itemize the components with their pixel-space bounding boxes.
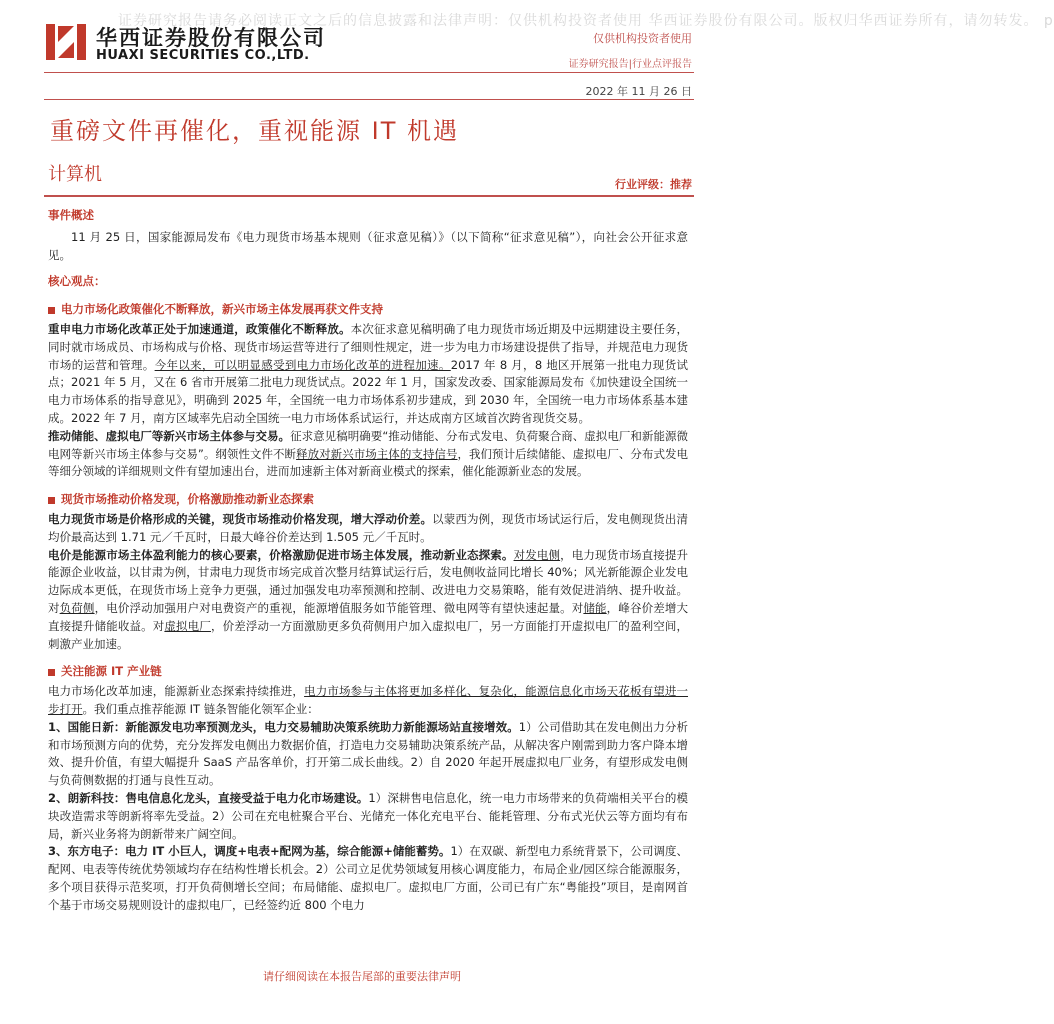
section-1-title: 电力市场化政策催化不断释放，新兴市场主体发展再获文件支持 <box>61 302 383 317</box>
report-date: 2022 年 11 月 26 日 <box>585 85 692 98</box>
core-views-heading: 核心观点： <box>48 274 106 289</box>
company-item-3 <box>48 843 688 914</box>
s1-p2-text: 征求意见稿明确要“推动储能、分布式发电、负荷聚合商、虚拟电厂和新能源微电网等新兴市场主体参与交易”。纲领性文件不断 <box>48 428 688 461</box>
report-type-tags: 证券研究报告|行业点评报告 <box>568 59 692 70</box>
investor-only-note: 仅供机构投资者使用 <box>593 32 692 45</box>
s1-p1-bold: 重申电力市场化改革正处于加速通道，政策催化不断释放。 <box>48 321 351 336</box>
brand-name-cn: 华西证券股份有限公司 <box>96 26 326 50</box>
company-3-text: 1）在双碳、新型电力系统背景下，公司调度、配网、电表等传统优势领域均存在结构性增长机会。2）公司立足优势领域复用核心调度能力，布局企业/园区综合能源服务，多个项目获得示范奖项，打开负荷侧增长空间；布局储能、虚拟电厂。虚拟电厂方面，公司已有广东“粤能投”项目，是南网首个基于市场交易规则设计的虚拟电厂，已经签约近 800 个电力 <box>48 844 688 912</box>
s2-p2-bold: 电价是能源市场主体盈利能力的核心要素，价格激励促进市场主体发展，推动新业态探索。 <box>48 547 514 562</box>
company-1-text: 1）公司借助其在发电侧出力分析和市场预测方向的优势，充分发挥发电侧出力数据价值，打造电力交易辅助决策系统产品，从解决客户刚需到助力客户降本增效、提升价值，有望大幅提升 SaaS 产品客单价，打开第二成长曲线。2）自 2020 年起开展虚拟电厂业务，有望形成发电侧与负荷侧数据的打通与良性互动。 <box>48 719 688 788</box>
s2-p2-text-1: ，电力现货市场直接提升能源企业收益，以甘肃为例，甘肃电力现货市场完成首次整月结算试运行后，发电侧收益同比增长 40%；风光新能源企业发电边际成本更低，在现货市场上竞争力更强，通过加强发电功率预测和控制、改进电力交易策略，能有效促进消纳、提升收益。对 <box>48 547 689 615</box>
section-2-heading <box>48 491 688 509</box>
company-3-heading: 3、东方电子：电力 IT 小巨人，调度+电表+配网为基，综合能源+储能蓄势。 <box>48 844 451 859</box>
bullet-square-icon <box>48 307 55 314</box>
huaxi-logo <box>44 20 88 64</box>
section-3-heading <box>48 663 688 681</box>
report-title: 重磅文件再催化，重视能源 IT 机遇 <box>50 117 459 145</box>
bullet-square-icon <box>48 669 55 676</box>
company-1-heading: 1、国能日新：新能源发电功率预测龙头，电力交易辅助决策系统助力新能源场站直接增效。 <box>48 719 519 734</box>
s2-p2-underline-4: 虚拟电厂 <box>164 618 211 633</box>
s2-p2-underline-1: 对发电侧 <box>513 547 561 562</box>
section-2-paragraph-2 <box>48 547 688 654</box>
s2-p2-text-4: ，价差浮动一方面激励更多负荷侧用户加入虚拟电厂，另一方面能打开虚拟电厂的盈利空间，刺激产业加速。 <box>48 618 689 651</box>
event-text: 11 月 25 日，国家能源局发布《电力现货市场基本规则（征求意见稿）》（以下简称“征求意见稿”），向社会公开征求意见。 <box>48 229 688 262</box>
s2-p2-text-2: ，电价浮动加强用户对电费资产的重视，能源增值服务如节能管理、微电网等有望快速起量。对 <box>94 600 584 615</box>
s1-p1-tail: 2017 年 8 月，8 地区开展第一批电力现货试点；2021 年 5 月，又在 6 省市开展第二批电力现货试点。2022 年 1 月，国家发改委、国家能源局发布《加快建设全国统一电力市场体系的指导意见》，明确到 2025 年，全国统一电力市场体系初步建成，到 2030 年，全国统一电力市场体系基本建成。2022 年 7 月，南方区域率先启动全国统一电力市场体系试运行，并达成南方区域首次跨省现货交易。 <box>48 357 688 425</box>
company-item-2 <box>48 790 688 843</box>
section-1-heading <box>48 301 688 319</box>
industry-name: 计算机 <box>48 164 102 185</box>
s1-p2-bold: 推动储能、虚拟电厂等新兴市场主体参与交易。 <box>48 428 291 443</box>
s2-p1-bold: 电力现货市场是价格形成的关键，现货市场推动价格发现，增大浮动价差。 <box>48 511 433 526</box>
s3-intro-tail: 。我们重点推荐能源 IT 链条智能化领军企业： <box>82 701 319 716</box>
s2-p1-text: 以蒙西为例，现货市场试运行后，发电侧现货出清均价最高达到 1.71 元／千瓦时，日最大峰谷价差达到 1.505 元／千瓦时。 <box>48 511 689 544</box>
section-2-title: 现货市场推动价格发现，价格激励推动新业态探索 <box>61 492 314 507</box>
industry-rating: 行业评级：推荐 <box>615 178 692 191</box>
s1-p1-underline: 今年以来，可以明显感受到电力市场化改革的进程加速。 <box>154 357 451 372</box>
s1-p1-text: 本次征求意见稿明确了电力现货市场近期及中远期建设主要任务，同时就市场成员、市场构成与价格、现货市场运营等进行了细则性规定，进一步为电力市场建设提供了指导，并规范电力现货市场的运营和管理。 <box>48 321 688 372</box>
company-2-heading: 2、朗新科技：售电信息化龙头，直接受益于电力化市场建设。 <box>48 790 369 805</box>
s1-p2-tail: ，我们预计后续储能、虚拟电厂、分布式发电等细分领域的详细规则文件有望加速出台，进而加速新主体对新商业模式的探索，催化能源新业态的发展。 <box>48 446 688 479</box>
date-divider <box>44 99 694 100</box>
s2-p2-text-3: ，峰谷价差增大直接提升储能收益。对 <box>48 600 689 633</box>
section-1-paragraph-1 <box>48 321 688 428</box>
footer-disclaimer: 请仔细阅读在本报告尾部的重要法律声明 <box>263 970 461 983</box>
bullet-square-icon <box>48 497 55 504</box>
section-3-intro <box>48 683 688 719</box>
title-divider <box>44 195 694 197</box>
section-1-paragraph-2 <box>48 428 688 481</box>
s2-p2-underline-2: 负荷侧 <box>59 600 95 615</box>
section-2-paragraph-1 <box>48 511 688 547</box>
s3-intro-text: 电力市场化改革加速，能源新业态探索持续推进， <box>48 684 305 699</box>
report-body <box>48 202 688 914</box>
section-3-title: 关注能源 IT 产业链 <box>61 664 162 679</box>
header-divider <box>44 72 694 73</box>
watermark: 证券研究报告请务必阅读正文之后的信息披露和法律声明：仅供机构投资者使用 华西证券股份有限公司。版权归华西证券所有，请勿转发。 p <box>118 13 1054 29</box>
company-item-1 <box>48 719 688 790</box>
s2-p2-underline-3: 储能 <box>583 600 607 615</box>
brand-name-en: HUAXI SECURITIES CO.,LTD. <box>96 48 310 63</box>
event-heading: 事件概述 <box>48 208 94 222</box>
s3-intro-underline: 电力市场参与主体将更加多样化、复杂化，能源信息化市场天花板有望进一步打开 <box>48 684 689 716</box>
s1-p2-underline: 释放对新兴市场主体的支持信号 <box>296 446 458 461</box>
company-2-text: 1）深耕售电信息化，统一电力市场带来的负荷端相关平台的模块改造需求等朗新将率先受益。2）公司在充电桩聚合平台、光储充一体化充电平台、能耗管理、分布式光伏云等方面均有布局，新兴业务将为朗新带来广阔空间。 <box>48 790 688 841</box>
